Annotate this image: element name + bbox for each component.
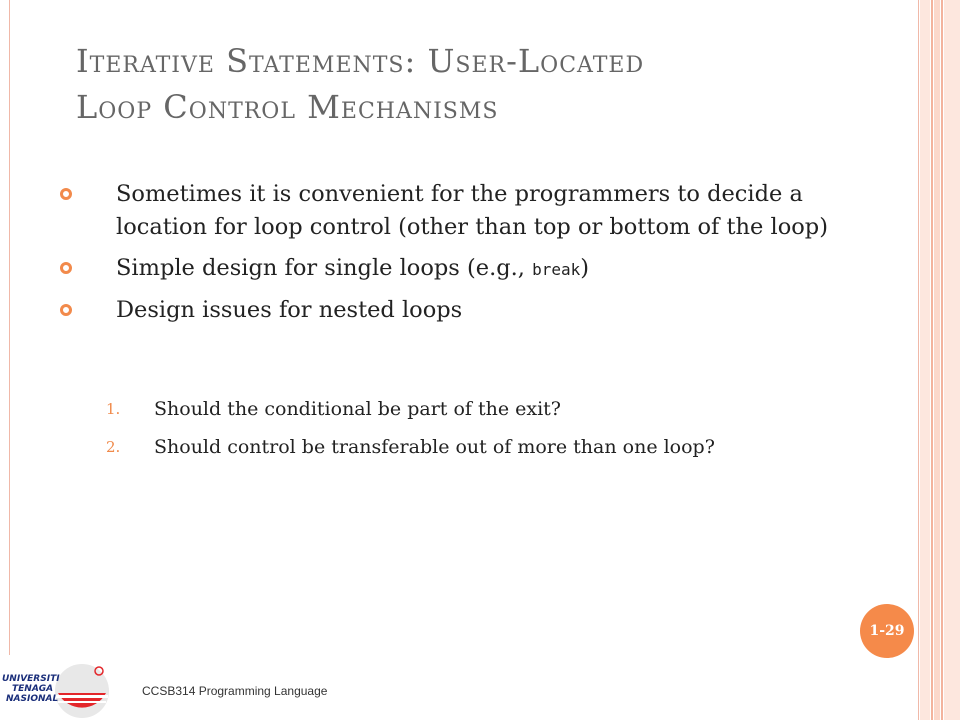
page-number: 1-29 <box>869 623 905 639</box>
sublist-number: 1. <box>106 400 121 418</box>
sublist-item <box>106 394 836 425</box>
university-logo <box>0 655 118 720</box>
sublist-text: Should control be transferable out of more than one loop? <box>154 436 715 458</box>
decor-stripe <box>931 0 933 720</box>
frame-line-right <box>918 0 919 720</box>
slide-title <box>76 38 896 130</box>
bullet-text-tail: ) <box>580 255 590 281</box>
bullet-item <box>60 178 860 244</box>
decor-stripe <box>944 0 960 720</box>
bullet-list <box>60 178 860 335</box>
bullet-text: Simple design for single loops (e.g., <box>116 255 533 281</box>
logo-text-line: TENAGA <box>12 684 54 694</box>
bullet-circle-icon <box>60 262 72 274</box>
title-line-1: Iterative Statements: User-Located <box>76 42 645 80</box>
sublist-number: 2. <box>106 438 121 456</box>
decor-stripe <box>934 0 940 720</box>
logo-emblem-icon <box>0 655 118 720</box>
page-number-badge <box>860 604 914 658</box>
frame-line-left <box>9 0 10 720</box>
sublist-text: Should the conditional be part of the exit? <box>154 398 561 420</box>
bullet-item <box>60 294 860 327</box>
bullet-text: Design issues for nested loops <box>116 297 463 323</box>
decor-stripe <box>941 0 943 720</box>
logo-text-line: UNIVERSITI <box>2 674 60 684</box>
code-keyword: break <box>532 260 581 279</box>
bullet-circle-icon <box>60 188 72 200</box>
footer-course-label: CCSB314 Programming Language <box>142 684 328 698</box>
title-line-2: Loop Control Mechanisms <box>76 88 499 126</box>
numbered-sublist <box>106 394 836 470</box>
decor-stripe <box>920 0 930 720</box>
bullet-text: Sometimes it is convenient for the programmers to decide a location for loop control (other than top or bottom of the loop) <box>116 181 828 240</box>
bullet-circle-icon <box>60 304 72 316</box>
logo-text-line: NASIONAL <box>6 694 59 704</box>
sublist-item <box>106 432 836 463</box>
bullet-item <box>60 252 860 286</box>
